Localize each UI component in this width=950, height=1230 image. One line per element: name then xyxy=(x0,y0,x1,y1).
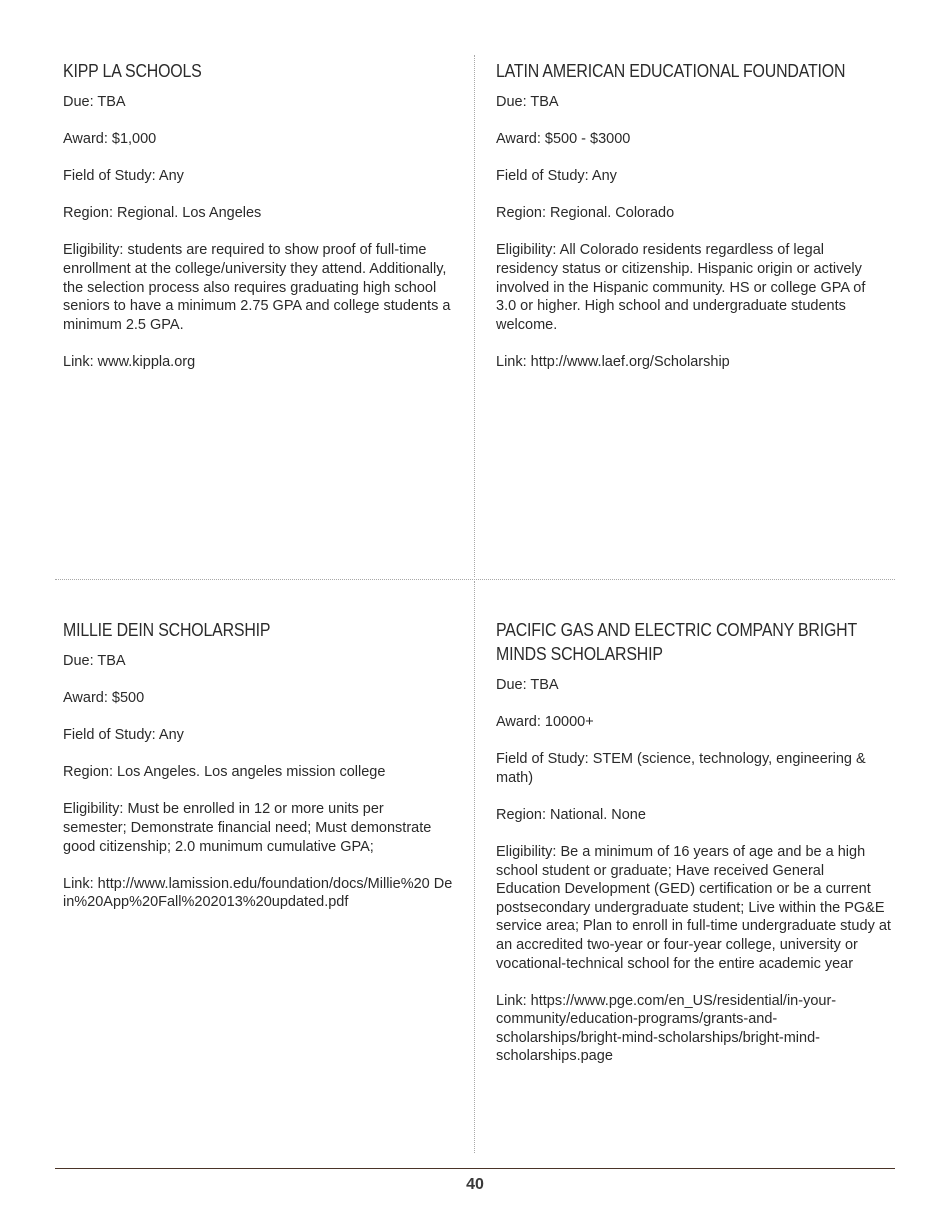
scholarship-title: PACIFIC GAS AND ELECTRIC COMPANY BRIGHT MINDS SCHOLARSHIP xyxy=(496,619,857,664)
footer-rule xyxy=(55,1168,895,1169)
eligibility: Eligibility: All Colorado residents regardless of legal residency status or citizenship. Hispanic origin or actively involved in the Hispanic community. HS or college GPA of 3.0 or higher. High school and undergraduate students welcome. xyxy=(496,242,866,333)
region: Region: Regional. Los Angeles xyxy=(63,205,262,222)
scholarship-card-laef xyxy=(496,59,891,390)
scholarship-link[interactable]: Link: www.kippla.org xyxy=(63,353,196,370)
due-date: Due: TBA xyxy=(496,677,559,693)
column-divider-top xyxy=(474,55,475,577)
row-divider xyxy=(55,579,895,580)
region: Region: Regional. Colorado xyxy=(496,205,675,222)
field-of-study: Field of Study: Any xyxy=(63,727,184,744)
due-date: Due: TBA xyxy=(63,653,126,669)
scholarship-title: KIPP LA SCHOOLS xyxy=(63,60,202,81)
eligibility: Eligibility: students are required to show proof of full-time enrollment at the college/university they attend. Additionally, the selection process also requires graduating high school seniors to have a minimum 2.75 GPA and college students a minimum 2.5 GPA. xyxy=(63,242,451,333)
field-of-study: Field of Study: Any xyxy=(63,168,184,185)
scholarship-link[interactable]: Link: http://www.lamission.edu/foundation/docs/Millie%20 Dein%20App%20Fall%202013%20updated.pdf xyxy=(63,875,453,911)
column-divider-bottom xyxy=(474,581,475,1153)
award-amount: Award: $500 - $3000 xyxy=(496,131,631,148)
field-of-study: Field of Study: Any xyxy=(496,168,617,185)
region: Region: Los Angeles. Los angeles mission college xyxy=(63,764,386,781)
page-number: 40 xyxy=(466,1176,484,1193)
region: Region: National. None xyxy=(496,806,646,823)
award-amount: Award: $500 xyxy=(63,690,145,707)
award-amount: Award: 10000+ xyxy=(496,714,594,731)
scholarship-title: MILLIE DEIN SCHOLARSHIP xyxy=(63,619,271,640)
scholarship-link[interactable]: Link: https://www.pge.com/en_US/residential/in-your-community/education-programs/grants-and-scholarships/bright-mind-scholarships/bright-mind-scholarships.page xyxy=(496,992,837,1065)
scholarship-card-pge xyxy=(496,618,891,1085)
due-date: Due: TBA xyxy=(496,94,559,110)
award-amount: Award: $1,000 xyxy=(63,131,157,148)
eligibility: Eligibility: Must be enrolled in 12 or more units per semester; Demonstrate financial need; Must demonstrate good citizenship; 2.0 munimum cumulative GPA; xyxy=(63,801,432,855)
scholarship-card-kipp xyxy=(63,59,458,390)
eligibility: Eligibility: Be a minimum of 16 years of age and be a high school student or graduate; Have received General Education Development (GED) certification or be a current postsecondary undergraduate student; Live within the PG&E service area; Plan to enroll in full-time undergraduate study at an accredited two-year or four-year college, university or vocational-technical school for the entire academic year xyxy=(496,843,891,972)
scholarship-link[interactable]: Link: http://www.laef.org/Scholarship xyxy=(496,353,730,370)
scholarship-title: LATIN AMERICAN EDUCATIONAL FOUNDATION xyxy=(496,60,846,81)
due-date: Due: TBA xyxy=(63,94,126,110)
scholarship-card-millie-dein xyxy=(63,618,458,930)
field-of-study: Field of Study: STEM (science, technology, engineering & math) xyxy=(496,751,866,786)
